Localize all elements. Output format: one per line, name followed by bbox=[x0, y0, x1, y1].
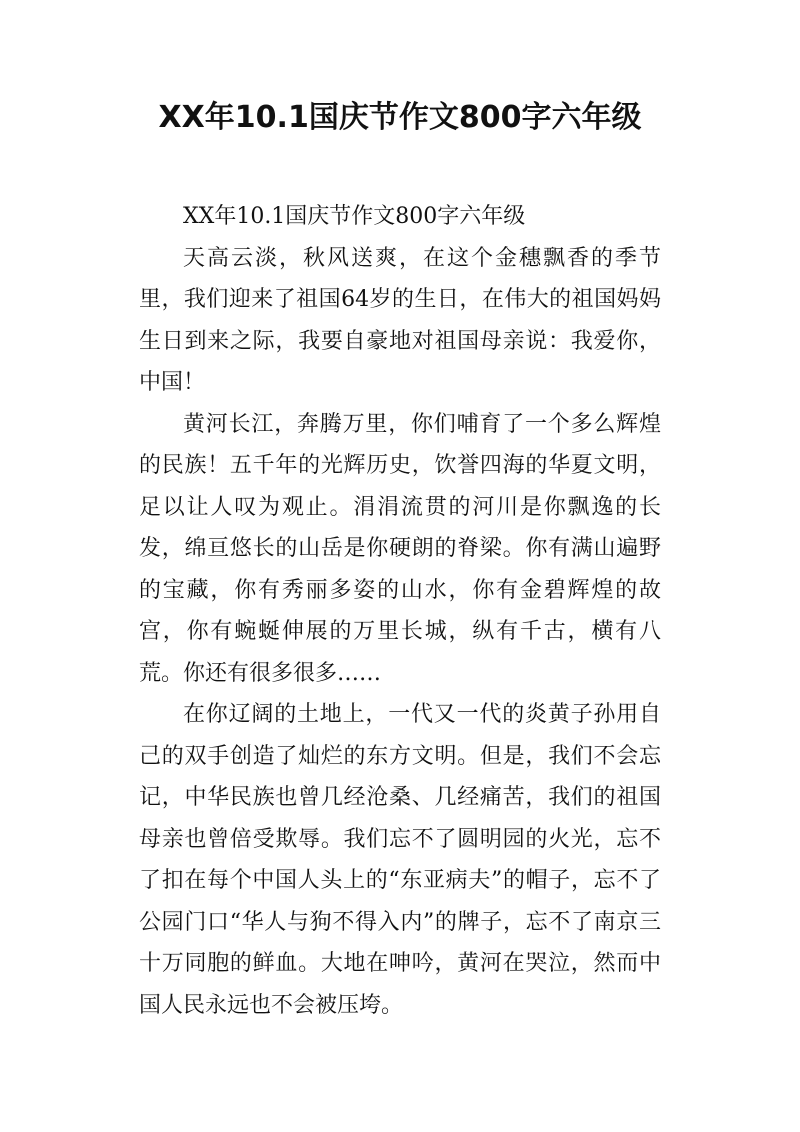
paragraph-heading: XX年10.1国庆节作文800字六年级 bbox=[183, 204, 526, 229]
paragraph-2: 黄河长江，奔腾万里，你们哺育了一个多么辉煌的民族！五千年的光辉历史，饮誉四海的华夏文明，足以让人叹为观止。涓涓流贯的河川是你飘逸的长发，绵亘悠长的山岳是你硬朗的脊梁。你有满山遍野的宝藏，你有秀丽多姿的山水，你有金碧辉煌的故宫，你有蜿蜒伸展的万里长城，纵有千古，横有八荒。你还有很多很多…… bbox=[139, 411, 661, 686]
paragraph-3: 在你辽阔的土地上，一代又一代的炎黄子孙用自己的双手创造了灿烂的东方文明。但是，我们不会忘记，中华民族也曾几经沧桑、几经痛苦，我们的祖国母亲也曾倍受欺辱。我们忘不了圆明园的火光，忘不了扣在每个中国人头上的“东亚病夫”的帽子，忘不了公园门口“华人与狗不得入内”的牌子，忘不了南京三十万同胞的鲜血。大地在呻吟，黄河在哭泣，然而中国人民永远也不会被压垮。 bbox=[139, 702, 661, 1018]
document-body bbox=[139, 196, 661, 1026]
paragraph-1: 天高云淡，秋风送爽，在这个金穗飘香的季节里，我们迎来了祖国64岁的生日，在伟大的祖国妈妈生日到来之际，我要自豪地对祖国母亲说：我爱你，中国！ bbox=[139, 245, 661, 395]
document-title: XX年10.1国庆节作文800字六年级 bbox=[158, 100, 642, 135]
